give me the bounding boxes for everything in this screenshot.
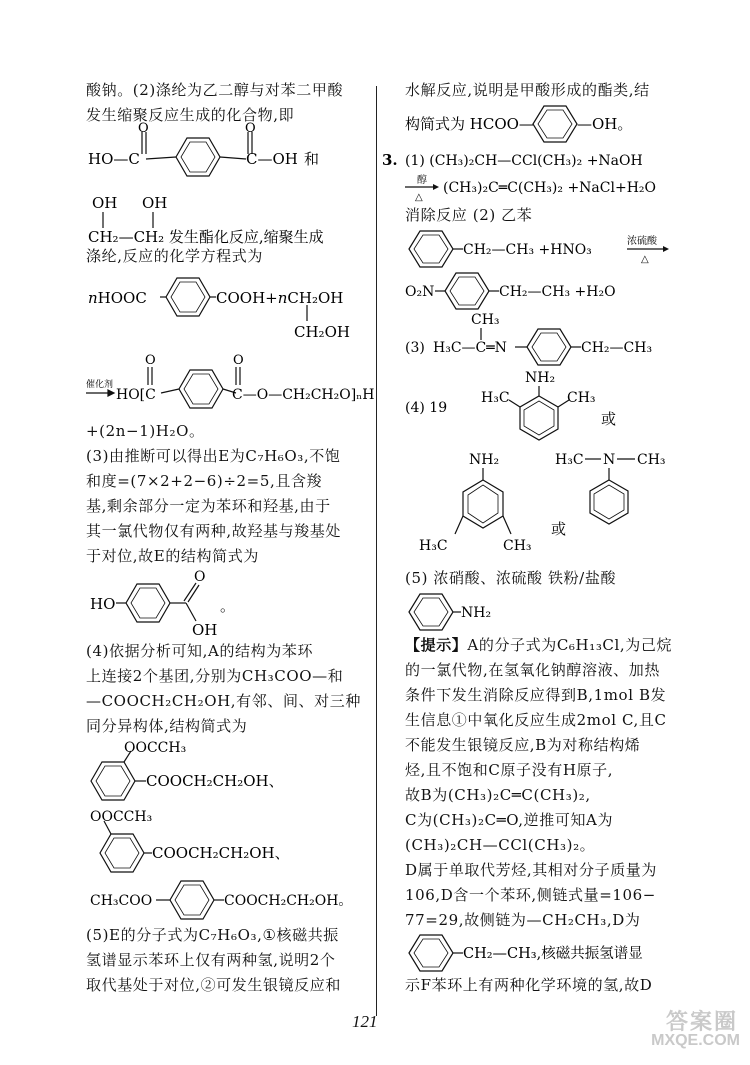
svg-text:COOCH₂CH₂OH、: COOCH₂CH₂OH、 [146, 772, 284, 790]
svg-text:和: 和 [304, 150, 320, 168]
text-line: 消除反应 (2) 乙苯 [405, 206, 533, 224]
text-line: 故B为(CH₃)₂C═C(CH₃)₂, [405, 786, 591, 804]
text-line: 的一氯代物,在氢氧化钠醇溶液、加热 [405, 661, 660, 679]
ethylene-glycol-structure [86, 190, 386, 244]
elimination-reaction [405, 173, 705, 203]
text-line: 不能发生银镜反应,B为对称结构烯 [405, 736, 641, 754]
svg-text:O: O [138, 121, 149, 136]
svg-text:nHOOC: nHOOC [88, 289, 147, 307]
svg-text:H₃C—C═N: H₃C—C═N [433, 340, 507, 356]
reaction-line [382, 145, 705, 173]
left-column [86, 78, 386, 998]
svg-text:OH: OH [92, 194, 118, 212]
column-divider [376, 86, 377, 1016]
svg-text:OH: OH [192, 621, 218, 639]
text-line: 涤纶,反应的化学方程式为 [86, 247, 263, 265]
svg-text:OH: OH [142, 194, 168, 212]
ortho-isomer-structure [86, 739, 386, 805]
svg-text:O₂N: O₂N [405, 284, 435, 300]
ethylbenzene-inline [405, 933, 705, 973]
svg-text:CH₂—CH₃ +HNO₃: CH₂—CH₃ +HNO₃ [463, 242, 592, 258]
svg-text:CH₂—CH₃ +H₂O: CH₂—CH₃ +H₂O [499, 284, 616, 300]
tip-label: 【提示】 [405, 636, 468, 654]
tip-paragraph: 【提示】A的分子式为C₆H₁₃Cl,为己烷 [405, 636, 673, 654]
imine-structure [405, 310, 705, 368]
svg-text:N: N [603, 452, 616, 468]
formate-ester-structure [405, 103, 705, 145]
svg-text:COOCH₂CH₂OH。: COOCH₂CH₂OH。 [224, 893, 353, 909]
text-line: C为(CH₃)₂C═O,逆推可知A为 [405, 811, 614, 829]
svg-text:C—OH: C—OH [246, 150, 298, 168]
meta-isomer-structure [86, 805, 386, 877]
text-line: 氢谱显示苯环上仅有两种氢,说明2个 [86, 951, 336, 969]
svg-text:H₃C: H₃C [481, 390, 510, 406]
svg-text:(CH₃)₂C═C(CH₃)₂ +NaCl+H₂O: (CH₃)₂C═C(CH₃)₂ +NaCl+H₂O [443, 180, 656, 196]
text-line: 烃,且不饱和C原子没有H原子, [405, 761, 614, 779]
svg-text:。: 。 [220, 597, 236, 615]
text-line: 酸钠。(2)涤纶为乙二醇与对苯二甲酸 [86, 81, 344, 99]
dimethylaniline-isomers-2 [405, 450, 705, 566]
svg-text:△: △ [641, 254, 649, 265]
text-line: (5)E的分子式为C₇H₆O₃,①核磁共振 [86, 926, 339, 944]
hydroxybenzoic-acid-structure [86, 569, 386, 639]
svg-text:(4) 19: (4) 19 [405, 400, 448, 416]
text-line: (CH₃)₂CH—CCl(CH₃)₂。 [405, 836, 596, 854]
text-line: 77=29,故侧链为—CH₂CH₃,D为 [405, 911, 641, 929]
text-line: D属于单取代芳烃,其相对分子质量为 [405, 861, 657, 879]
text-line: 上连接2个基团,分别为CH₃COO—和 [86, 667, 344, 685]
page-number: 121 [352, 1012, 378, 1031]
svg-text:催化剂: 催化剂 [86, 380, 114, 390]
svg-text:O: O [194, 569, 206, 585]
svg-text:或: 或 [551, 520, 567, 538]
svg-text:CH₂—CH₂ 发生酯化反应,缩聚生成: CH₂—CH₂ 发生酯化反应,缩聚生成 [88, 228, 324, 246]
polycondensation-reactants [86, 269, 386, 349]
svg-text:CH₂—CH₃: CH₂—CH₃ [581, 340, 653, 356]
aniline-structure [405, 591, 705, 633]
right-column [382, 78, 705, 998]
svg-text:CH₃: CH₃ [471, 312, 500, 328]
para-isomer-structure [86, 877, 386, 923]
text-line: 条件下发生消除反应得到B,1mol B发 [405, 686, 667, 704]
ethylbenzene-nitration [405, 228, 705, 270]
svg-text:(3): (3) [405, 340, 425, 356]
svg-text:O: O [245, 121, 256, 136]
watermark-logo: 答案圈 MXQE.COM [651, 1009, 740, 1049]
text-line: 生信息①中氧化反应生成2mol C,且C [405, 711, 667, 729]
text-line: (3)由推断可以得出E为C₇H₆O₃,不饱 [86, 447, 341, 465]
svg-text:CH₃: CH₃ [567, 390, 596, 406]
svg-text:H₃C: H₃C [555, 452, 584, 468]
svg-text:C—O—CH₂CH₂O]ₙH: C—O—CH₂CH₂O]ₙH [232, 387, 375, 403]
svg-text:CH₃COO: CH₃COO [90, 893, 153, 909]
svg-text:CH₃: CH₃ [637, 452, 666, 468]
svg-text:OOCCH₃: OOCCH₃ [124, 740, 187, 756]
text-line: 示F苯环上有两种化学环境的氢,故D [405, 976, 653, 994]
text-line: 发生缩聚反应生成的化合物,即 [86, 106, 295, 124]
text-line: 基,剩余部分一定为苯环和羟基,由于 [86, 497, 331, 515]
svg-text:3.: 3. [382, 151, 398, 169]
svg-text:△: △ [415, 192, 423, 203]
svg-text:CH₃: CH₃ [503, 538, 532, 554]
svg-text:NH₂: NH₂ [469, 452, 500, 468]
text-line: 106,D含一个苯环,侧链式量=106− [405, 886, 656, 904]
svg-text:醇: 醇 [417, 175, 427, 186]
svg-text:CH₂—CH₃,核磁共振氢谱显: CH₂—CH₃,核磁共振氢谱显 [463, 946, 643, 962]
terephthalic-acid-structure [86, 121, 386, 190]
text-line: (5) 浓硝酸、浓硫酸 铁粉/盐酸 [405, 569, 617, 587]
svg-text:或: 或 [601, 410, 617, 428]
svg-text:HO: HO [90, 595, 116, 613]
dimethylaniline-isomer-1 [405, 368, 705, 450]
svg-text:NH₂: NH₂ [461, 605, 492, 621]
svg-text:(1) (CH₃)₂CH—CCl(CH₃)₂ +NaOH: (1) (CH₃)₂CH—CCl(CH₃)₂ +NaOH [405, 153, 643, 169]
svg-text:OOCCH₃: OOCCH₃ [90, 809, 153, 825]
svg-text:NH₂: NH₂ [525, 370, 556, 386]
svg-text:浓硫酸: 浓硫酸 [627, 236, 657, 247]
svg-text:COOCH₂CH₂OH、: COOCH₂CH₂OH、 [152, 844, 290, 862]
text-line: 同分异构体,结构简式为 [86, 717, 248, 735]
svg-text:HO—C: HO—C [88, 150, 140, 168]
text-line: 其一氯代物仅有两种,故羟基与羧基处 [86, 522, 341, 540]
svg-text:—OH。: —OH。 [577, 115, 633, 133]
text-line: +(2n−1)H₂O。 [86, 422, 205, 440]
text-line: 和度=(7×2+2−6)÷2=5,且含羧 [86, 472, 323, 490]
svg-text:O: O [233, 353, 244, 368]
polyester-product [86, 349, 386, 419]
svg-text:CH₂OH: CH₂OH [294, 323, 350, 341]
nitro-product [405, 270, 705, 310]
svg-text:HO[C: HO[C [116, 387, 156, 403]
text-line: 于对位,故E的结构简式为 [86, 547, 259, 565]
text-line: —COOCH₂CH₂OH,有邻、间、对三种 [86, 692, 361, 710]
svg-text:H₃C: H₃C [419, 538, 448, 554]
svg-text:O: O [145, 353, 156, 368]
text-line: 取代基处于对位,②可发生银镜反应和 [86, 976, 341, 994]
text-line: 水解反应,说明是甲酸形成的酯类,结 [405, 81, 650, 99]
svg-text:构简式为 HCOO—: 构简式为 HCOO— [405, 115, 534, 133]
text-line: (4)依据分析可知,A的结构为苯环 [86, 642, 314, 660]
svg-text:COOH+nCH₂OH: COOH+nCH₂OH [216, 289, 344, 307]
